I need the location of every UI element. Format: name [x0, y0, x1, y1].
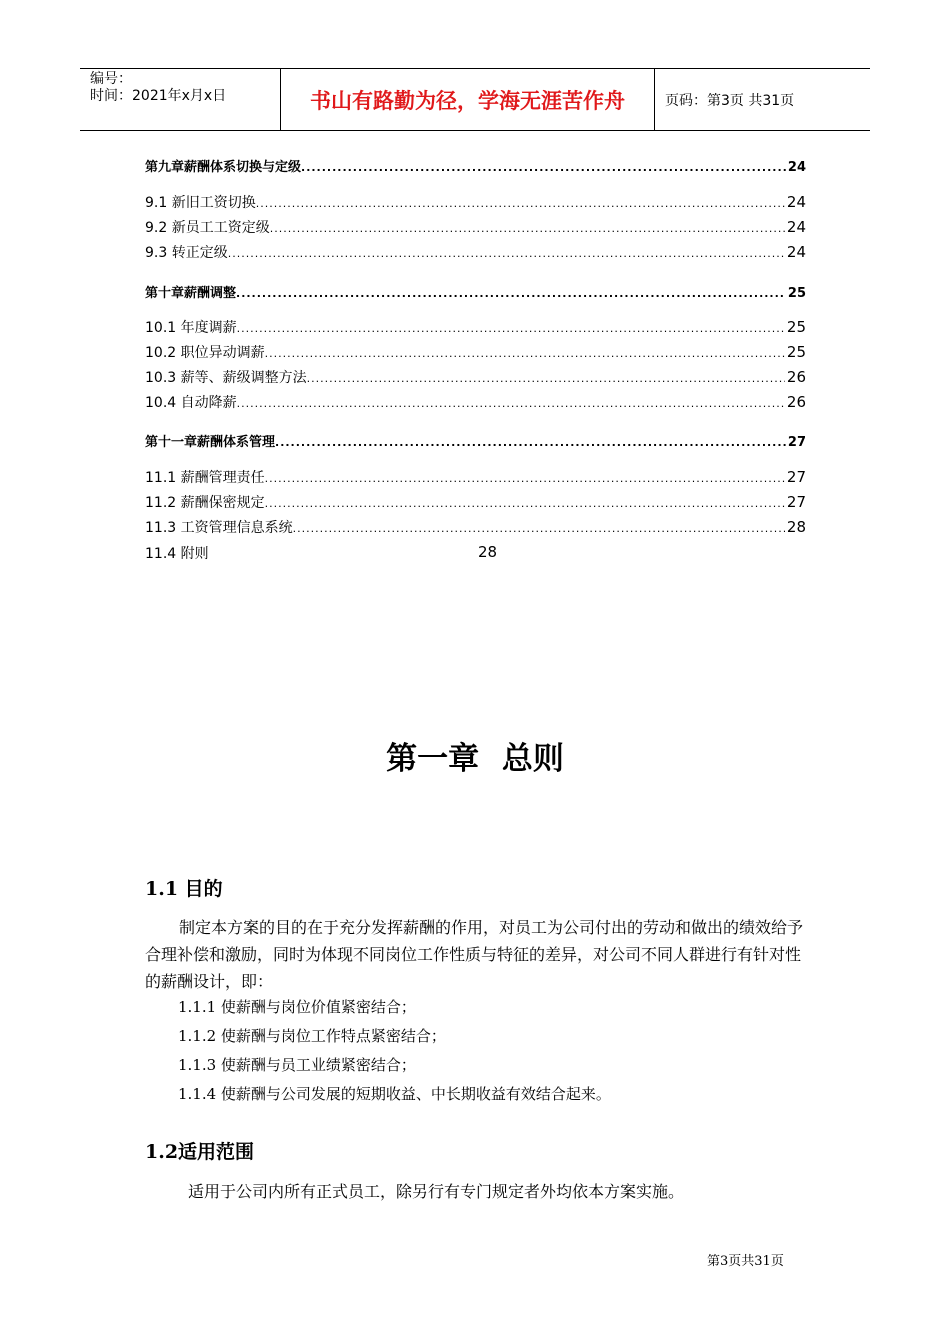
- chapter-title: 第一章 总则: [386, 741, 564, 777]
- toc-page: 24: [786, 193, 806, 211]
- toc-label: 11.2 薪酬保密规定: [145, 495, 265, 511]
- page-footer: 第3页共31页: [707, 1254, 784, 1269]
- toc-entry[interactable]: [145, 242, 806, 262]
- toc-label: 10.1 年度调薪: [145, 320, 237, 336]
- toc-page: 24: [787, 160, 806, 175]
- header-motto: 书山有路勤为径，学海无涯苦作舟: [281, 69, 655, 130]
- toc-entry[interactable]: [145, 156, 806, 175]
- section-paragraph: 制定本方案的目的在于充分发挥薪酬的作用，对员工为公司付出的劳动和做出的绩效给予合理补偿和激励，同时为体现不同岗位工作性质与特征的差异，对公司不同人群进行有针对性的薪酬设计，即：: [145, 918, 804, 991]
- toc-leader: [236, 287, 786, 300]
- toc-page: 25: [786, 318, 806, 336]
- toc-last-label[interactable]: 11.4 附则: [145, 546, 209, 562]
- toc-page: 26: [786, 393, 806, 411]
- toc-leader: [228, 247, 785, 260]
- toc-leader: [301, 161, 786, 174]
- section-heading: 1.1 目的: [145, 878, 223, 900]
- toc-entry[interactable]: [145, 342, 806, 362]
- toc-leader: [265, 347, 785, 360]
- toc-leader: [256, 197, 785, 210]
- toc-label: 11.3 工资管理信息系统: [145, 520, 293, 536]
- toc-page: 24: [786, 243, 806, 261]
- toc-label: 第十章薪酬调整: [145, 286, 237, 301]
- toc-label: 9.2 新员工工资定级: [145, 220, 270, 236]
- toc-label: 10.3 薪等、薪级调整方法: [145, 370, 307, 386]
- toc-label: 第十一章薪酬体系管理: [145, 435, 276, 450]
- toc-leader: [293, 522, 785, 535]
- toc-entry[interactable]: [145, 431, 806, 450]
- list-item: 1.1.3 使薪酬与员工业绩紧密结合；: [178, 1056, 416, 1074]
- section-paragraph: 适用于公司内所有正式员工，除另行有专门规定者外均依本方案实施。: [188, 1182, 685, 1201]
- toc-entry[interactable]: [145, 367, 806, 387]
- toc-page: 27: [786, 493, 806, 511]
- toc-leader: [307, 372, 785, 385]
- section-heading: 1.2适用范围: [145, 1141, 255, 1163]
- list-item: 1.1.4 使薪酬与公司发展的短期收益、中长期收益有效结合起来。: [178, 1085, 611, 1103]
- toc-label: 第九章薪酬体系切换与定级: [145, 160, 302, 175]
- toc-entry[interactable]: [145, 392, 806, 412]
- list-item: 1.1.2 使薪酬与岗位工作特点紧密结合；: [178, 1027, 446, 1045]
- number-label: 编号：: [90, 71, 132, 87]
- time-label: 时间：2021年x月x日: [90, 88, 227, 104]
- toc-leader: [270, 222, 785, 235]
- toc-page: 24: [786, 218, 806, 236]
- toc-leader: [265, 497, 785, 510]
- header-meta: [80, 69, 281, 130]
- toc-label: 10.4 自动降薪: [145, 395, 237, 411]
- header-page-info: 页码：第3页 共31页: [665, 92, 795, 109]
- list-item: 1.1.1 使薪酬与岗位价值紧密结合；: [178, 998, 416, 1016]
- toc-page: 28: [786, 518, 806, 536]
- toc-label: 10.2 职位异动调薪: [145, 345, 265, 361]
- toc-page: 27: [787, 435, 806, 450]
- toc-page: 25: [787, 286, 806, 301]
- toc-leader: [237, 397, 785, 410]
- toc-label: 9.3 转正定级: [145, 245, 228, 261]
- toc-entry[interactable]: [145, 467, 806, 487]
- toc-label: 11.1 薪酬管理责任: [145, 470, 265, 486]
- toc-entry[interactable]: [145, 217, 806, 237]
- toc-leader: [265, 472, 785, 485]
- toc-leader: [275, 436, 786, 449]
- toc-page: 25: [786, 343, 806, 361]
- toc-entry[interactable]: [145, 282, 806, 301]
- toc-last-page: 28: [478, 543, 498, 561]
- toc-entry[interactable]: [145, 317, 806, 337]
- toc-page: 26: [786, 368, 806, 386]
- toc-entry[interactable]: [145, 192, 806, 212]
- toc-label: 9.1 新旧工资切换: [145, 195, 256, 211]
- toc-leader: [237, 322, 785, 335]
- page-header: [80, 68, 870, 131]
- toc-entry[interactable]: [145, 492, 806, 512]
- toc-entry[interactable]: [145, 517, 806, 537]
- toc-page: 27: [786, 468, 806, 486]
